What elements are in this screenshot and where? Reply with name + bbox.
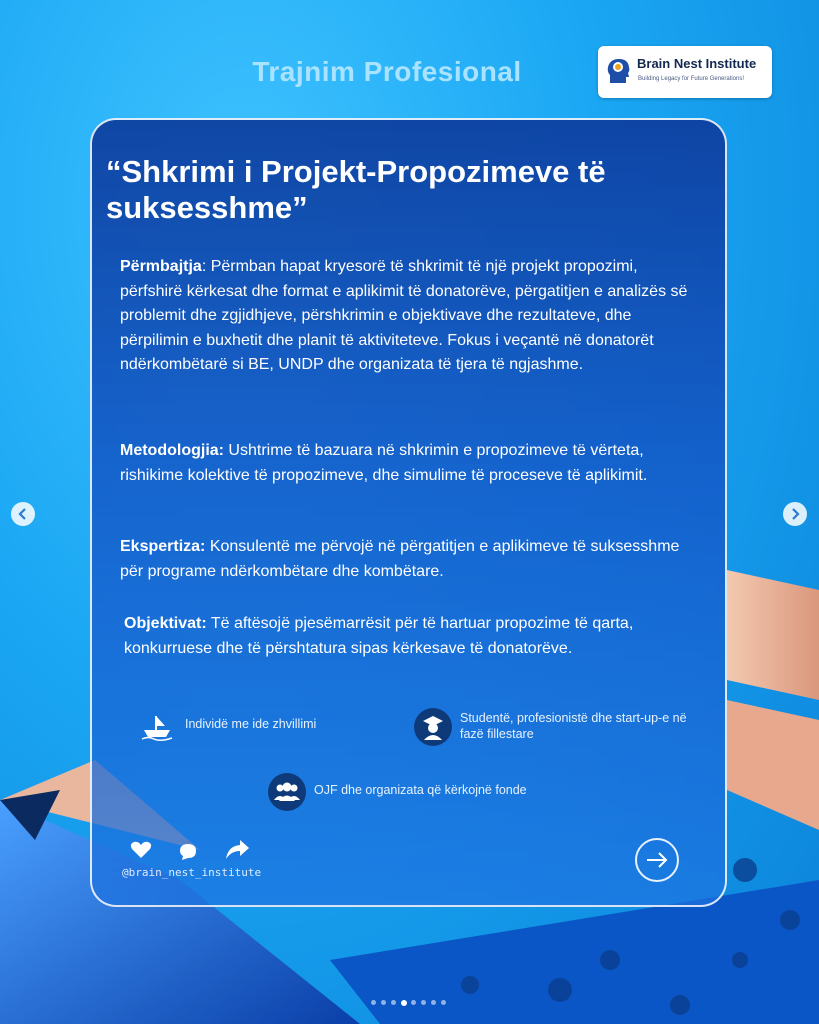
- section-permbajtja: [120, 255, 700, 378]
- carousel-prev-button[interactable]: [11, 502, 35, 526]
- chevron-left-icon: [11, 502, 35, 526]
- section-label: Përmbajtja: [120, 258, 202, 275]
- section-metodologjia: [120, 439, 700, 488]
- audience-item-3: OJF dhe organizata që kërkojnë fonde: [314, 783, 527, 797]
- brain-head-icon: [606, 57, 632, 85]
- brand-logo: [598, 46, 772, 98]
- next-slide-button[interactable]: [635, 838, 679, 882]
- pagination-dot[interactable]: [381, 1000, 386, 1005]
- section-text: : Përmban hapat kryesorë të shkrimit të një projekt propozimi, përfshirë kërkesat dhe format e aplikimit të donatorëve, përgatitjen e analizës së problemit dhe zgjidhjeve, përshkrimin e objektivave dhe rezultateve, dhe përpilimin e buxhetit dhe planit të aktiviteteve. Fokus i veçantë në donatorët ndërkombëtarë si BE, UNDP dhe organizata të tjera të ngjashme.: [120, 258, 688, 373]
- section-objektivat: [124, 612, 704, 661]
- audience-item-2: Studentë, profesionistë dhe start-up-e në fazë fillestare: [460, 711, 687, 741]
- pagination-dot[interactable]: [391, 1000, 396, 1005]
- pagination-dot[interactable]: [371, 1000, 376, 1005]
- pagination-dot[interactable]: [401, 1000, 407, 1006]
- section-label: Objektivat:: [124, 615, 207, 632]
- section-label: Metodologjia:: [120, 442, 224, 459]
- heart-icon[interactable]: [130, 840, 152, 860]
- share-icon[interactable]: [224, 838, 250, 862]
- carousel-next-button[interactable]: [783, 502, 807, 526]
- pagination-dot[interactable]: [411, 1000, 416, 1005]
- graduate-icon: [414, 708, 452, 746]
- card-title-line-1: “Shkrimi i Projekt-Propozimeve të: [106, 154, 606, 189]
- logo-name: Brain Nest Institute: [637, 56, 757, 71]
- group-icon: [268, 773, 306, 811]
- instagram-handle: @brain_nest_institute: [122, 866, 262, 879]
- content-card: [90, 118, 727, 907]
- section-text: Ushtrime të bazuara në shkrimin e propozimeve të vërteta, rishikime kolektive të propozimeve, dhe simulime të proceseve të aplikimit.: [120, 442, 648, 484]
- card-title: [106, 154, 726, 226]
- audience-item-1: Individë me ide zhvillimi: [185, 717, 317, 731]
- boat-icon: [138, 706, 176, 744]
- pagination-dot[interactable]: [431, 1000, 436, 1005]
- section-ekspertiza: [120, 535, 700, 584]
- page-title: Trajnim Profesional: [252, 56, 522, 87]
- card-title-line-2: suksesshme”: [106, 190, 308, 225]
- logo-tagline: Building Legacy for Future Generations!: [638, 76, 745, 82]
- pagination-dot[interactable]: [421, 1000, 426, 1005]
- comment-icon[interactable]: [178, 842, 198, 862]
- section-text: Të aftësojë pjesëmarrësit për të hartuar propozime të qarta, konkurruese dhe të përshtatura sipas kërkesave të donatorëve.: [124, 615, 634, 657]
- chevron-right-icon: [783, 502, 807, 526]
- pagination-dot[interactable]: [441, 1000, 446, 1005]
- section-label: Ekspertiza:: [120, 538, 206, 555]
- arrow-right-icon: [637, 840, 677, 880]
- section-text: Konsulentë me përvojë në përgatitjen e aplikimeve të suksesshme për programe ndërkombëtare dhe kombëtare.: [120, 538, 680, 580]
